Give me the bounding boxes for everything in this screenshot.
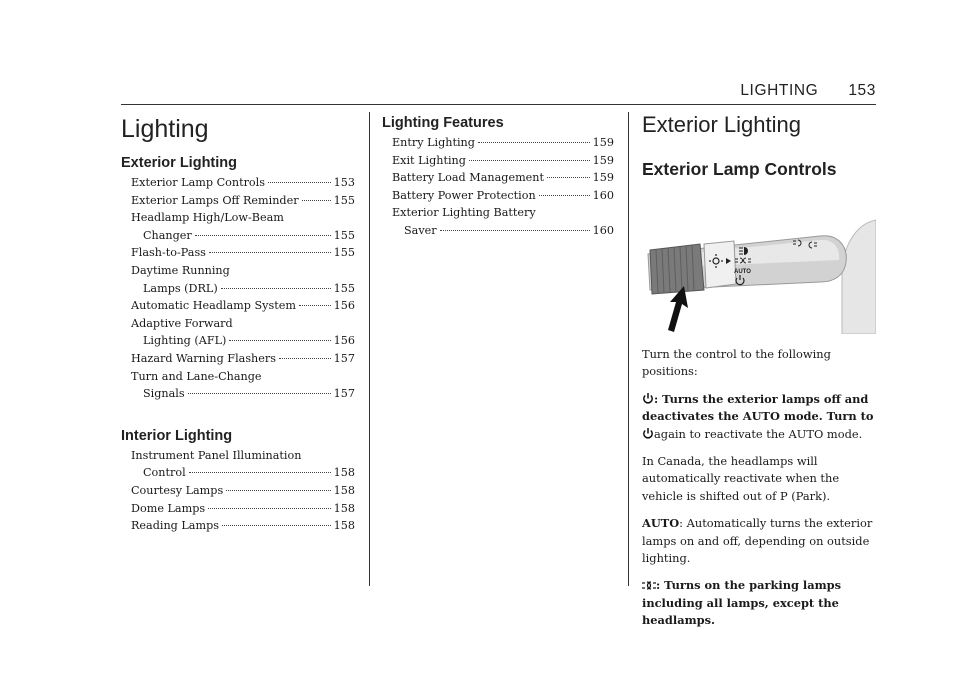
toc-entry-page: 160: [592, 223, 614, 237]
section-title: Exterior Lighting: [642, 112, 801, 137]
dot-leader: [209, 252, 331, 253]
auto-description: : Automatically turns the exterior lamps on and off, depending on outside lighting.: [642, 516, 873, 566]
toc-entry-line: [131, 209, 355, 227]
toc-entry-line: [131, 447, 355, 465]
toc-entry[interactable]: [131, 280, 355, 298]
power-off-icon: [642, 427, 654, 440]
toc-entry[interactable]: [131, 297, 355, 315]
dot-leader: [279, 358, 331, 359]
toc-entry-label: Flash-to-Pass: [131, 246, 206, 260]
column-divider-1: [369, 112, 370, 586]
toc-entry[interactable]: [131, 192, 355, 210]
dot-leader: [440, 230, 590, 231]
toc-entry-page: 160: [592, 188, 614, 202]
toc-entry-page: 159: [592, 171, 614, 185]
toc-entry-label: Courtesy Lamps: [131, 483, 224, 497]
toc-entry-label: Turn and Lane-Change: [131, 369, 262, 383]
toc-entry-label: Adaptive Forward: [131, 316, 233, 330]
toc-section-title: Exterior Lighting: [121, 155, 237, 171]
toc-entry-page: 158: [333, 466, 355, 480]
lamp-control-lever-drawing: [642, 206, 876, 334]
toc-entry-page: 153: [333, 176, 355, 189]
auto-term: AUTO: [642, 516, 680, 531]
toc-entry-line: [131, 315, 355, 333]
toc-entry-label: Saver: [404, 223, 437, 237]
off-description: : Turns the exterior lamps off and deactivates the AUTO mode. Turn to: [642, 391, 874, 424]
toc-entry-label: Reading Lamps: [131, 519, 219, 533]
dot-leader: [222, 525, 331, 526]
page-number: 153: [848, 82, 876, 99]
toc-entry-line: [392, 204, 614, 222]
toc-entry-label: Changer: [143, 228, 192, 242]
toc-entry-label: Instrument Panel Illumination: [131, 448, 302, 462]
dot-leader: [208, 508, 331, 509]
toc-entry[interactable]: [392, 222, 614, 240]
toc-column-1: [121, 108, 355, 535]
toc-entry-label: Lighting (AFL): [143, 334, 227, 348]
parking-description: : Turns on the parking lamps including all lamps, except the headlamps.: [642, 578, 842, 628]
toc-entry-label: Dome Lamps: [131, 501, 206, 515]
toc-entry-page: 155: [333, 228, 355, 242]
toc-entry-label: Exterior Lamps Off Reminder: [131, 193, 299, 207]
dot-leader: [299, 305, 331, 306]
toc-entry-page: 158: [333, 501, 355, 515]
toc-entry[interactable]: [131, 227, 355, 245]
header-rule: [121, 104, 876, 105]
toc-entry-label: Entry Lighting: [392, 136, 475, 149]
toc-entry[interactable]: [392, 134, 614, 152]
dot-leader: [478, 142, 590, 143]
dot-leader: [221, 288, 331, 289]
toc-entry-label: Signals: [143, 387, 185, 401]
intro-paragraph: Turn the control to the following positions:: [642, 347, 831, 379]
toc-entry-line: [131, 368, 355, 386]
toc-entry[interactable]: [131, 385, 355, 403]
toc-entry-label: Exterior Lamp Controls: [131, 176, 265, 189]
toc-entry-page: 158: [333, 519, 355, 533]
toc-entry-label: Hazard Warning Flashers: [131, 351, 276, 365]
toc-entry[interactable]: [131, 464, 355, 482]
toc-entry[interactable]: [131, 500, 355, 518]
running-head: [740, 82, 876, 100]
toc-list: [382, 134, 614, 240]
off-description-continued: again to reactivate the AUTO mode.: [654, 426, 863, 441]
toc-entry-label: Battery Load Management: [392, 171, 544, 185]
toc-entry-page: 156: [333, 334, 355, 348]
toc-sections: [382, 114, 614, 240]
dot-leader: [539, 195, 590, 196]
toc-entry-label: Battery Power Protection: [392, 188, 536, 202]
toc-section-title: Interior Lighting: [121, 427, 233, 444]
chapter-title: Lighting: [121, 115, 209, 143]
toc-entry[interactable]: [131, 350, 355, 368]
toc-entry[interactable]: [131, 517, 355, 535]
toc-entry-label: Exit Lighting: [392, 153, 466, 167]
toc-entry[interactable]: [392, 152, 614, 170]
toc-entry-label: Daytime Running: [131, 263, 230, 277]
toc-entry-label: Control: [143, 466, 186, 480]
toc-entry[interactable]: [131, 244, 355, 262]
parking-lamp-icon: [642, 580, 656, 591]
toc-list: [121, 447, 355, 535]
toc-section-title: Lighting Features: [382, 115, 504, 131]
toc-entry-page: 158: [333, 483, 355, 497]
toc-entry-page: 155: [333, 193, 355, 207]
toc-sections: [121, 154, 355, 535]
toc-entry[interactable]: [131, 482, 355, 500]
toc-list: [121, 174, 355, 403]
subsection-title: Exterior Lamp Controls: [642, 159, 837, 179]
toc-entry-page: 157: [333, 351, 355, 365]
toc-entry-page: 159: [592, 136, 614, 149]
auto-paragraph: [642, 515, 876, 567]
toc-entry-label: Automatic Headlamp System: [131, 299, 296, 313]
canada-note: In Canada, the headlamps will automatically reactivate when the vehicle is shifted out of P (Park).: [642, 454, 840, 503]
dot-leader: [302, 200, 331, 201]
toc-entry[interactable]: [131, 174, 355, 192]
off-position-paragraph: [642, 391, 876, 443]
toc-entry-page: 157: [333, 387, 355, 401]
toc-entry[interactable]: [392, 169, 614, 187]
column-divider-2: [628, 112, 629, 586]
lamp-control-illustration: [642, 206, 876, 334]
running-head-section: LIGHTING: [740, 82, 819, 99]
dot-leader: [229, 340, 330, 341]
toc-entry-page: 159: [592, 153, 614, 167]
toc-column-2: [382, 108, 614, 240]
content-column: [642, 108, 876, 630]
dot-leader: [195, 235, 331, 236]
power-off-icon: [642, 392, 654, 405]
toc-entry-page: 155: [333, 281, 355, 295]
toc-entry-label: Headlamp High/Low-Beam: [131, 211, 284, 225]
dot-leader: [188, 393, 331, 394]
dot-leader: [226, 490, 330, 491]
auto-label: AUTO: [734, 269, 751, 275]
dot-leader: [268, 182, 331, 183]
toc-entry-label: Exterior Lighting Battery: [392, 206, 536, 220]
toc-entry[interactable]: [392, 187, 614, 205]
toc-entry-line: [131, 262, 355, 280]
toc-entry[interactable]: [131, 332, 355, 350]
dot-leader: [469, 160, 590, 161]
dot-leader: [547, 177, 590, 178]
dot-leader: [189, 472, 331, 473]
toc-entry-page: 155: [333, 246, 355, 260]
toc-entry-label: Lamps (DRL): [143, 281, 218, 295]
parking-paragraph: [642, 577, 876, 629]
toc-entry-page: 156: [333, 299, 355, 313]
